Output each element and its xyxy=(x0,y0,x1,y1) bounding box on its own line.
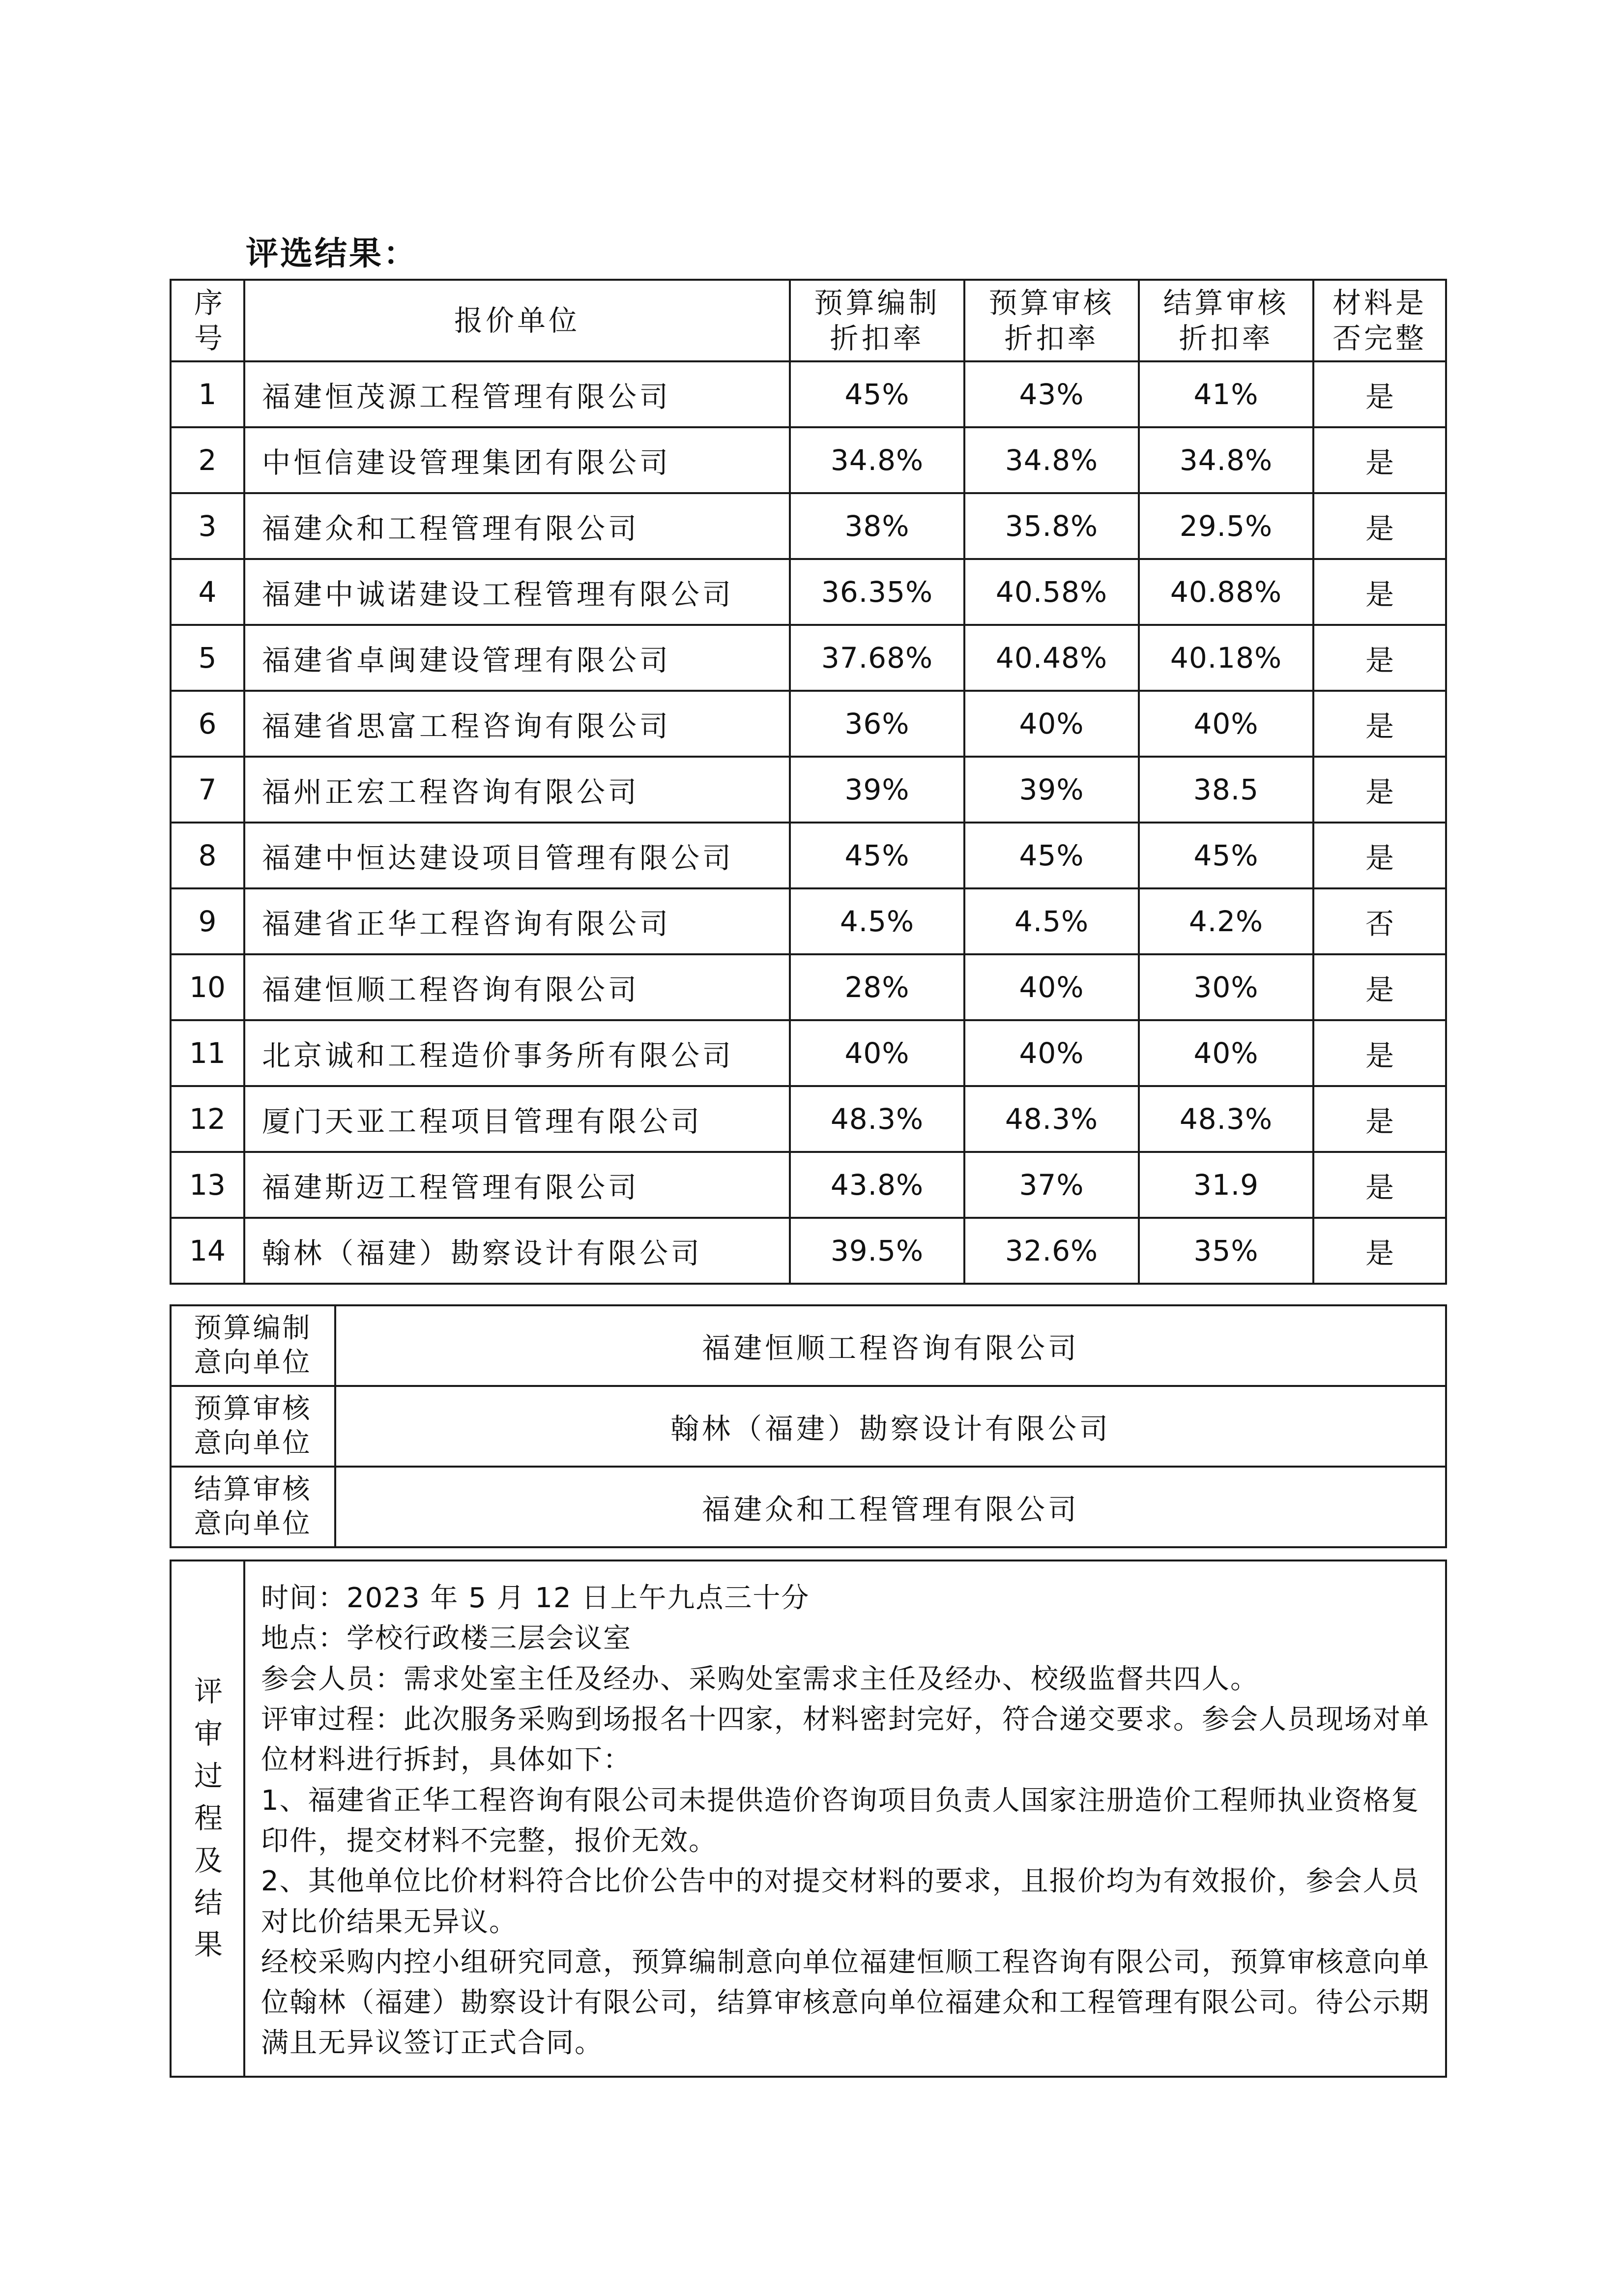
seq-cell: 1 xyxy=(171,361,244,427)
table-row xyxy=(171,427,1446,493)
table-row xyxy=(171,888,1446,954)
complete-cell: 是 xyxy=(1313,361,1446,427)
settle-audit-cell: 35% xyxy=(1139,1218,1313,1284)
budget-prep-cell: 39% xyxy=(790,757,964,823)
budget-prep-cell: 45% xyxy=(790,361,964,427)
unit-cell: 福建中恒达建设项目管理有限公司 xyxy=(244,823,790,888)
unit-cell: 福建恒茂源工程管理有限公司 xyxy=(244,361,790,427)
review-place: 地点：学校行政楼三层会议室 xyxy=(261,1622,632,1655)
result-winner: 翰林（福建）勘察设计有限公司 xyxy=(335,1386,1446,1467)
settle-audit-cell: 48.3% xyxy=(1139,1086,1313,1152)
budget-prep-cell: 37.68% xyxy=(790,625,964,691)
complete-cell: 是 xyxy=(1313,559,1446,625)
unit-cell: 福建斯迈工程管理有限公司 xyxy=(244,1152,790,1218)
complete-cell: 是 xyxy=(1313,823,1446,888)
review-label: 评审过程及结果 xyxy=(171,1560,244,2077)
budget-audit-cell: 35.8% xyxy=(964,493,1139,559)
settle-audit-cell: 30% xyxy=(1139,954,1313,1020)
complete-cell: 是 xyxy=(1313,427,1446,493)
table-row xyxy=(171,361,1446,427)
complete-cell: 是 xyxy=(1313,757,1446,823)
settle-audit-cell: 38.5 xyxy=(1139,757,1313,823)
unit-cell: 翰林（福建）勘察设计有限公司 xyxy=(244,1218,790,1284)
review-time: 时间：2023 年 5 月 12 日上午九点三十分 xyxy=(261,1582,810,1614)
budget-audit-cell: 43% xyxy=(964,361,1139,427)
header-unit: 报价单位 xyxy=(244,280,790,361)
review-table xyxy=(170,1560,1447,2078)
budget-prep-cell: 39.5% xyxy=(790,1218,964,1284)
budget-prep-cell: 36.35% xyxy=(790,559,964,625)
complete-cell: 是 xyxy=(1313,1020,1446,1086)
complete-cell: 是 xyxy=(1313,1218,1446,1284)
budget-audit-cell: 40% xyxy=(964,1020,1139,1086)
unit-cell: 福建众和工程管理有限公司 xyxy=(244,493,790,559)
result-label: 预算审核意向单位 xyxy=(171,1386,335,1467)
budget-audit-cell: 40% xyxy=(964,954,1139,1020)
budget-audit-cell: 48.3% xyxy=(964,1086,1139,1152)
budget-audit-cell: 34.8% xyxy=(964,427,1139,493)
settle-audit-cell: 31.9 xyxy=(1139,1152,1313,1218)
unit-cell: 北京诚和工程造价事务所有限公司 xyxy=(244,1020,790,1086)
table-row xyxy=(171,625,1446,691)
settle-audit-cell: 40.88% xyxy=(1139,559,1313,625)
unit-cell: 福建恒顺工程咨询有限公司 xyxy=(244,954,790,1020)
review-attendees: 参会人员：需求处室主任及经办、采购处室需求主任及经办、校级监督共四人。 xyxy=(261,1663,1259,1695)
budget-prep-cell: 38% xyxy=(790,493,964,559)
unit-cell: 厦门天亚工程项目管理有限公司 xyxy=(244,1086,790,1152)
budget-audit-cell: 40% xyxy=(964,691,1139,757)
budget-prep-cell: 36% xyxy=(790,691,964,757)
result-label: 结算审核意向单位 xyxy=(171,1467,335,1547)
budget-audit-cell: 39% xyxy=(964,757,1139,823)
budget-prep-cell: 45% xyxy=(790,823,964,888)
seq-cell: 2 xyxy=(171,427,244,493)
budget-audit-cell: 45% xyxy=(964,823,1139,888)
unit-cell: 福建省卓闽建设管理有限公司 xyxy=(244,625,790,691)
budget-audit-cell: 4.5% xyxy=(964,888,1139,954)
unit-cell: 福州正宏工程咨询有限公司 xyxy=(244,757,790,823)
review-body xyxy=(244,1560,1446,2077)
table-header-row xyxy=(171,280,1446,361)
header-settle-audit: 结算审核折扣率 xyxy=(1139,280,1313,361)
review-conclusion: 经校采购内控小组研究同意，预算编制意向单位福建恒顺工程咨询有限公司，预算审核意向单位翰林（福建）勘察设计有限公司，结算审核意向单位福建众和工程管理有限公司。待公示期满且无异议签订正式合同。 xyxy=(261,1946,1430,2060)
seq-cell: 12 xyxy=(171,1086,244,1152)
budget-audit-cell: 37% xyxy=(964,1152,1139,1218)
settle-audit-cell: 40.18% xyxy=(1139,625,1313,691)
table-row xyxy=(171,1086,1446,1152)
table-row xyxy=(171,954,1446,1020)
budget-prep-cell: 34.8% xyxy=(790,427,964,493)
header-complete: 材料是否完整 xyxy=(1313,280,1446,361)
review-row xyxy=(171,1560,1446,2077)
settle-audit-cell: 45% xyxy=(1139,823,1313,888)
seq-cell: 8 xyxy=(171,823,244,888)
header-budget-prep: 预算编制折扣率 xyxy=(790,280,964,361)
bid-table xyxy=(170,279,1447,1285)
header-budget-audit: 预算审核折扣率 xyxy=(964,280,1139,361)
budget-audit-cell: 40.48% xyxy=(964,625,1139,691)
seq-cell: 4 xyxy=(171,559,244,625)
result-winner: 福建恒顺工程咨询有限公司 xyxy=(335,1305,1446,1386)
seq-cell: 10 xyxy=(171,954,244,1020)
complete-cell: 是 xyxy=(1313,691,1446,757)
seq-cell: 7 xyxy=(171,757,244,823)
seq-cell: 3 xyxy=(171,493,244,559)
complete-cell: 是 xyxy=(1313,1152,1446,1218)
settle-audit-cell: 40% xyxy=(1139,691,1313,757)
section-heading: 评选结果： xyxy=(246,235,418,272)
review-item-1: 1、福建省正华工程咨询有限公司未提供造价咨询项目负责人国家注册造价工程师执业资格复印件，提交材料不完整，报价无效。 xyxy=(261,1784,1420,1857)
header-seq: 序号 xyxy=(171,280,244,361)
budget-prep-cell: 43.8% xyxy=(790,1152,964,1218)
unit-cell: 福建省正华工程咨询有限公司 xyxy=(244,888,790,954)
result-row-budget-prep xyxy=(171,1305,1446,1386)
complete-cell: 否 xyxy=(1313,888,1446,954)
result-row-settle-audit xyxy=(171,1467,1446,1547)
table-row xyxy=(171,559,1446,625)
complete-cell: 是 xyxy=(1313,954,1446,1020)
table-row xyxy=(171,757,1446,823)
table-row xyxy=(171,1218,1446,1284)
review-process: 评审过程：此次服务采购到场报名十四家，材料密封完好，符合递交要求。参会人员现场对单位材料进行拆封，具体如下： xyxy=(261,1703,1430,1776)
budget-prep-cell: 28% xyxy=(790,954,964,1020)
settle-audit-cell: 4.2% xyxy=(1139,888,1313,954)
settle-audit-cell: 40% xyxy=(1139,1020,1313,1086)
table-row xyxy=(171,691,1446,757)
result-table xyxy=(170,1304,1447,1548)
result-label: 预算编制意向单位 xyxy=(171,1305,335,1386)
seq-cell: 9 xyxy=(171,888,244,954)
seq-cell: 13 xyxy=(171,1152,244,1218)
table-row xyxy=(171,493,1446,559)
table-row xyxy=(171,1152,1446,1218)
budget-audit-cell: 32.6% xyxy=(964,1218,1139,1284)
seq-cell: 6 xyxy=(171,691,244,757)
seq-cell: 11 xyxy=(171,1020,244,1086)
complete-cell: 是 xyxy=(1313,625,1446,691)
budget-prep-cell: 40% xyxy=(790,1020,964,1086)
budget-prep-cell: 48.3% xyxy=(790,1086,964,1152)
settle-audit-cell: 41% xyxy=(1139,361,1313,427)
complete-cell: 是 xyxy=(1313,493,1446,559)
budget-prep-cell: 4.5% xyxy=(790,888,964,954)
table-row xyxy=(171,823,1446,888)
seq-cell: 5 xyxy=(171,625,244,691)
seq-cell: 14 xyxy=(171,1218,244,1284)
unit-cell: 福建省思富工程咨询有限公司 xyxy=(244,691,790,757)
table-row xyxy=(171,1020,1446,1086)
budget-audit-cell: 40.58% xyxy=(964,559,1139,625)
result-row-budget-audit xyxy=(171,1386,1446,1467)
unit-cell: 中恒信建设管理集团有限公司 xyxy=(244,427,790,493)
settle-audit-cell: 29.5% xyxy=(1139,493,1313,559)
result-winner: 福建众和工程管理有限公司 xyxy=(335,1467,1446,1547)
complete-cell: 是 xyxy=(1313,1086,1446,1152)
review-item-2: 2、其他单位比价材料符合比价公告中的对提交材料的要求，且报价均为有效报价，参会人员对比价结果无异议。 xyxy=(261,1865,1420,1938)
settle-audit-cell: 34.8% xyxy=(1139,427,1313,493)
unit-cell: 福建中诚诺建设工程管理有限公司 xyxy=(244,559,790,625)
